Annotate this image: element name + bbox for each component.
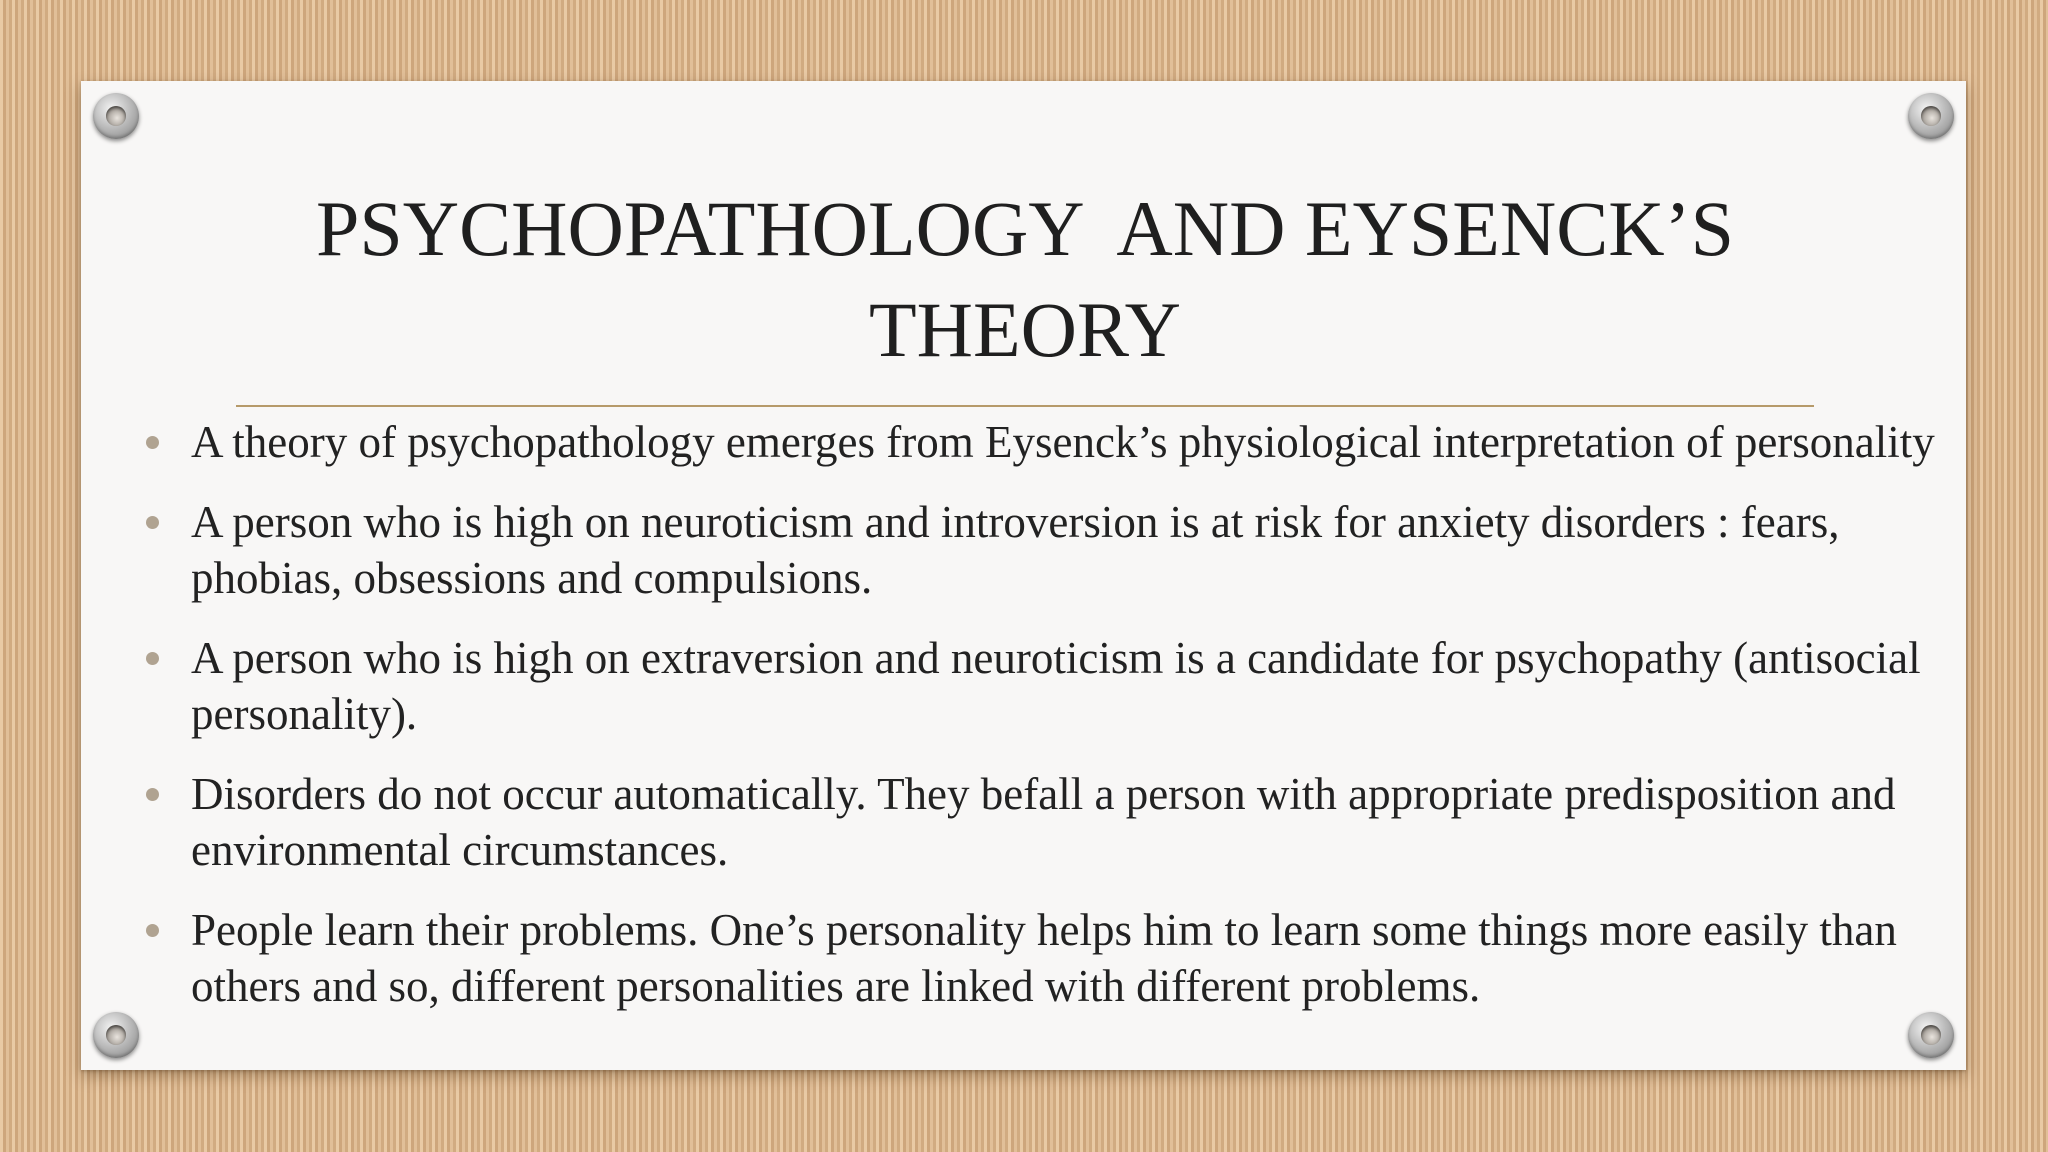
grommet-icon [93, 1012, 139, 1058]
slide-title: PSYCHOPATHOLOGY AND EYSENCK’S THEORY [316, 185, 1753, 373]
bullet-dot-icon [146, 924, 159, 937]
bullet-text: A theory of psychopathology emerges from Eysenck’s physiological interpretation of personality [191, 417, 1935, 467]
bullet-dot-icon [146, 652, 159, 665]
bullet-text: A person who is high on extraversion and neuroticism is a candidate for psychopathy (antisocial personality). [191, 633, 1921, 739]
bullet-text: Disorders do not occur automatically. They befall a person with appropriate predisposition and environmental circumstances. [191, 769, 1896, 875]
title-divider [236, 405, 1814, 407]
bullet-dot-icon [146, 436, 159, 449]
bullet-item [140, 414, 1970, 470]
bullet-item [140, 494, 1970, 606]
bullet-list [140, 414, 1970, 1038]
bullet-item [140, 766, 1970, 878]
grommet-icon [93, 93, 139, 139]
bullet-item [140, 902, 1970, 1014]
bullet-text: People learn their problems. One’s personality helps him to learn some things more easily than others and so, different personalities are linked with different problems. [191, 905, 1897, 1011]
bullet-dot-icon [146, 516, 159, 529]
bullet-dot-icon [146, 788, 159, 801]
grommet-icon [1908, 93, 1954, 139]
bullet-text: A person who is high on neuroticism and introversion is at risk for anxiety disorders : fears, phobias, obsessions and compulsions. [191, 497, 1840, 603]
bullet-item [140, 630, 1970, 742]
